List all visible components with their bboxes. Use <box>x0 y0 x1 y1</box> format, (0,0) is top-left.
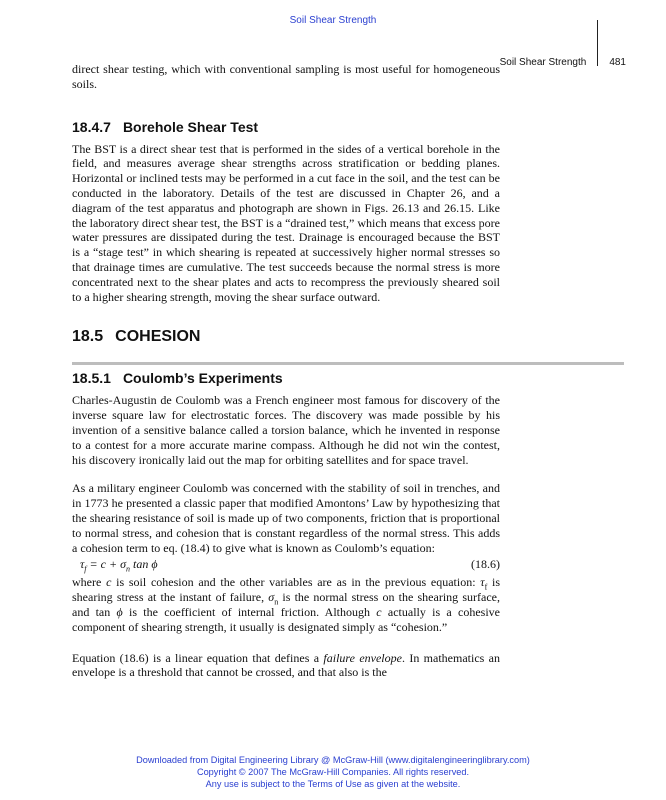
equation-18-6 <box>72 557 500 572</box>
footer <box>0 754 666 790</box>
equation-formula: $\tau_f = c + \sigma_n$ tan ϕ <box>80 557 158 574</box>
footer-terms-line: Any use is subject to the Terms of Use as given at the website. <box>205 779 461 789</box>
variables-paragraph: where c is soil cohesion and the other variables are as in the previous equation: $\tau_f$ is shearing stress at the instant of failure, $\sigma_n$ is the normal stress on the shearing surface, and tan ϕ is the coefficient of internal friction. Although c actually is a cohesive component of shearing strength, it usually is designated simply as “cohesion.” <box>72 575 500 634</box>
bst-paragraph: The BST is a direct shear test that is performed in the sides of a vertical borehole in the field, and measures average shear strengths across stratification or bedding planes. Horizontal or inclined tests may be performed in a cut face in the soil, and the test can be conducted in the laboratory. Details of the test are discussed in Chapter 26, and a diagram of the test apparatus and photograph are shown in Figs. 26.13 and 26.15. Like the laboratory direct shear test, the BST is a “drained test,” which means that excess pore water pressures are dissipated during the test. Drainage is encouraged because the BST is a “stage test” in which shearing is repeated at successively higher normal stresses so that drainage times are cumulative. The test succeeds because the normal stress is more concentrated next to the shear plates and acts to recompress the previously sheared soil to a higher shearing strength, moving the shear surface outward. <box>72 141 500 304</box>
footer-download-line: Downloaded from Digital Engineering Library @ McGraw-Hill (www.digitalengineeringlibrary.com) <box>136 755 530 765</box>
heading-title: Coulomb’s Experiments <box>122 370 283 387</box>
coulomb-paragraph-2: As a military engineer Coulomb was concerned with the stability of soil in trenches, and in 1773 he presented a classic paper that modified Amontons’ Law by hypothesizing that the shearing resistance of soil is made up of two components, friction that is proportional to normal stress, and cohesion that is constant regardless of the normal stress. This adds a cohesion term to eq. (18.4) to give what is known as Coulomb’s equation: <box>72 481 500 555</box>
heading-title: COHESION <box>115 328 201 346</box>
running-head <box>500 39 626 85</box>
heading-number: 18.5 <box>72 328 104 346</box>
heading-number: 18.5.1 <box>72 370 111 387</box>
failure-envelope-paragraph: Equation (18.6) is a linear equation that defines a failure envelope. In mathematics an envelope is a threshold that cannot be crossed, and that also is the <box>72 650 500 680</box>
watermark-header: Soil Shear Strength <box>289 15 377 26</box>
heading-18-5 <box>72 328 500 346</box>
section-rule <box>72 362 624 365</box>
page-body <box>72 62 500 680</box>
running-head-divider <box>597 20 598 66</box>
intro-fragment: direct shear testing, which with conventional sampling is most useful for homogeneous soils. <box>72 62 500 91</box>
equation-number: (18.6) <box>471 557 500 572</box>
coulomb-paragraph-1: Charles-Augustin de Coulomb was a French engineer most famous for discovery of the inverse square law for electrostatic forces. The discovery was made possible by his invention of a sensitive balance called a torsion balance, which he invented in response to a contest for a more accurate marine compass. Although he did not win the contest, his discovery ironically laid out the map for orbiting satellites and for space travel. <box>72 393 500 467</box>
running-head-title: Soil Shear Strength <box>499 56 587 68</box>
heading-18-5-1 <box>72 370 500 386</box>
heading-18-4-7 <box>72 119 500 135</box>
footer-copyright-line: Copyright © 2007 The McGraw-Hill Companies. All rights reserved. <box>196 767 470 777</box>
page-number: 481 <box>609 56 626 68</box>
heading-number: 18.4.7 <box>72 118 111 135</box>
heading-title: Borehole Shear Test <box>122 118 259 135</box>
